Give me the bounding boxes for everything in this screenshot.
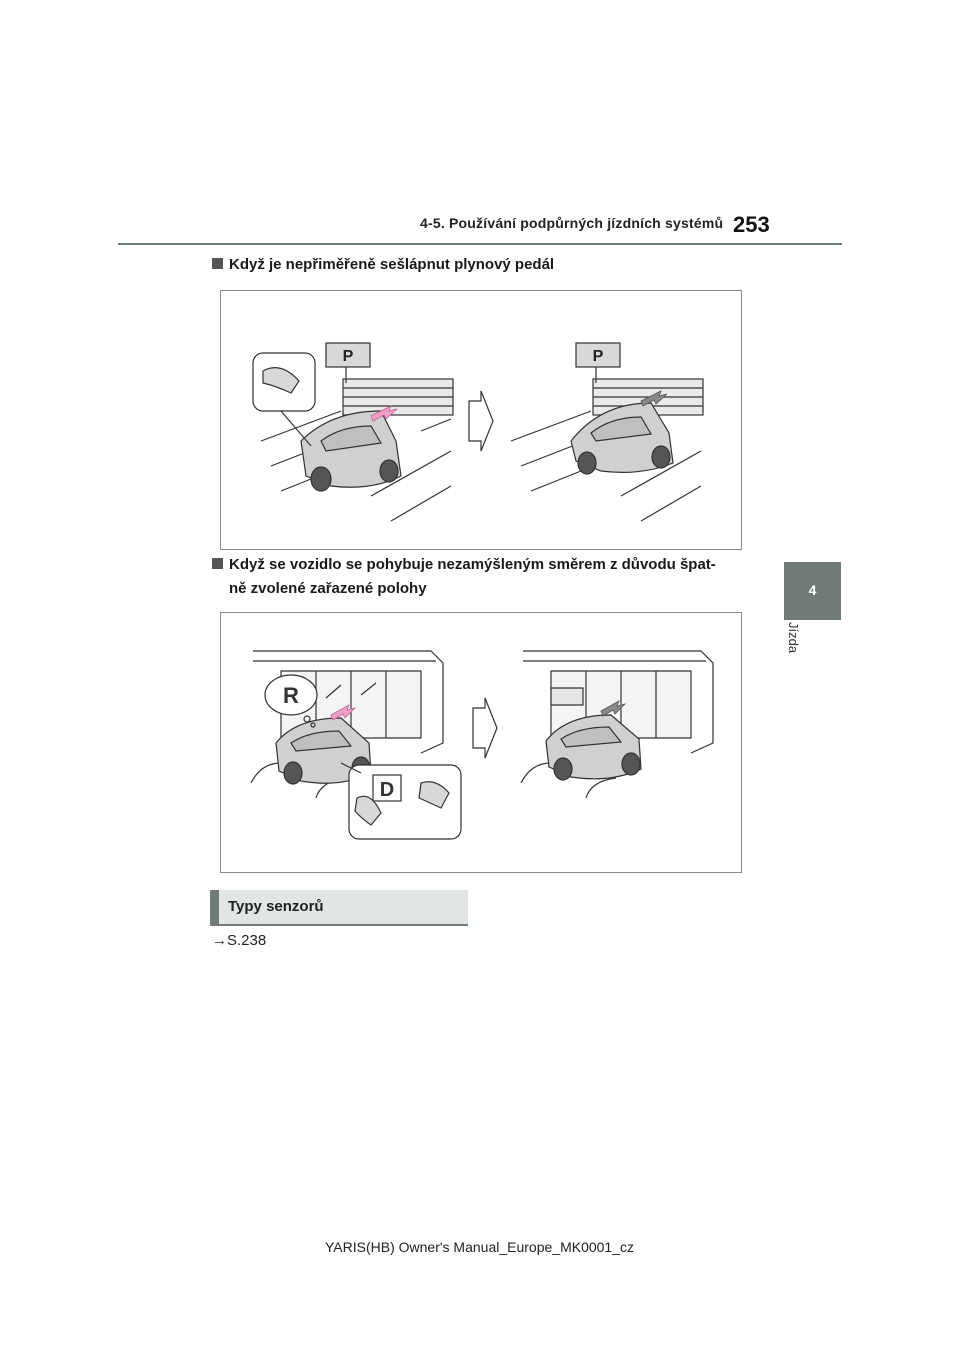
header-section-title: 4-5. Používání podpůrných jízdních systémů [420,215,724,231]
parking-sign-left: P [342,348,354,365]
chapter-label [783,622,805,682]
page-number: 253 [733,212,770,237]
square-bullet-icon [212,258,223,269]
heading-wrong-gear [212,553,762,601]
section-title: Typy senzorů [228,898,324,915]
illustration-parking-wrong-gear [221,613,741,872]
chapter-label-text: Jízda [786,622,801,654]
figure-wrong-gear [220,612,742,873]
header-divider [118,243,842,245]
heading-wrong-gear-line1: Když se vozidlo se pohybuje nezamýšleným směrem z důvodu špat- [229,556,716,573]
chapter-number: 4 [808,582,817,598]
heading-accelerator-text: Když je nepřiměřeně sešlápnut plynový pedál [229,256,555,273]
page-reference-link[interactable]: →S.238 [212,932,267,949]
figure-accelerator [220,290,742,550]
heading-wrong-gear-line2: ně zvolené zařazené polohy [229,580,427,597]
square-bullet-icon [212,558,223,569]
bubble-gear-r: R [283,683,299,708]
section-header-sensor-types [210,890,468,926]
heading-accelerator [212,253,554,277]
callout-gear-d: D [379,779,395,801]
section-accent-bar [210,890,219,924]
chapter-tab [784,562,841,620]
parking-sign-right: P [592,348,604,365]
illustration-parking-accelerator [221,291,741,549]
footer-manual-id: YARIS(HB) Owner's Manual_Europe_MK0001_cz [325,1239,634,1255]
